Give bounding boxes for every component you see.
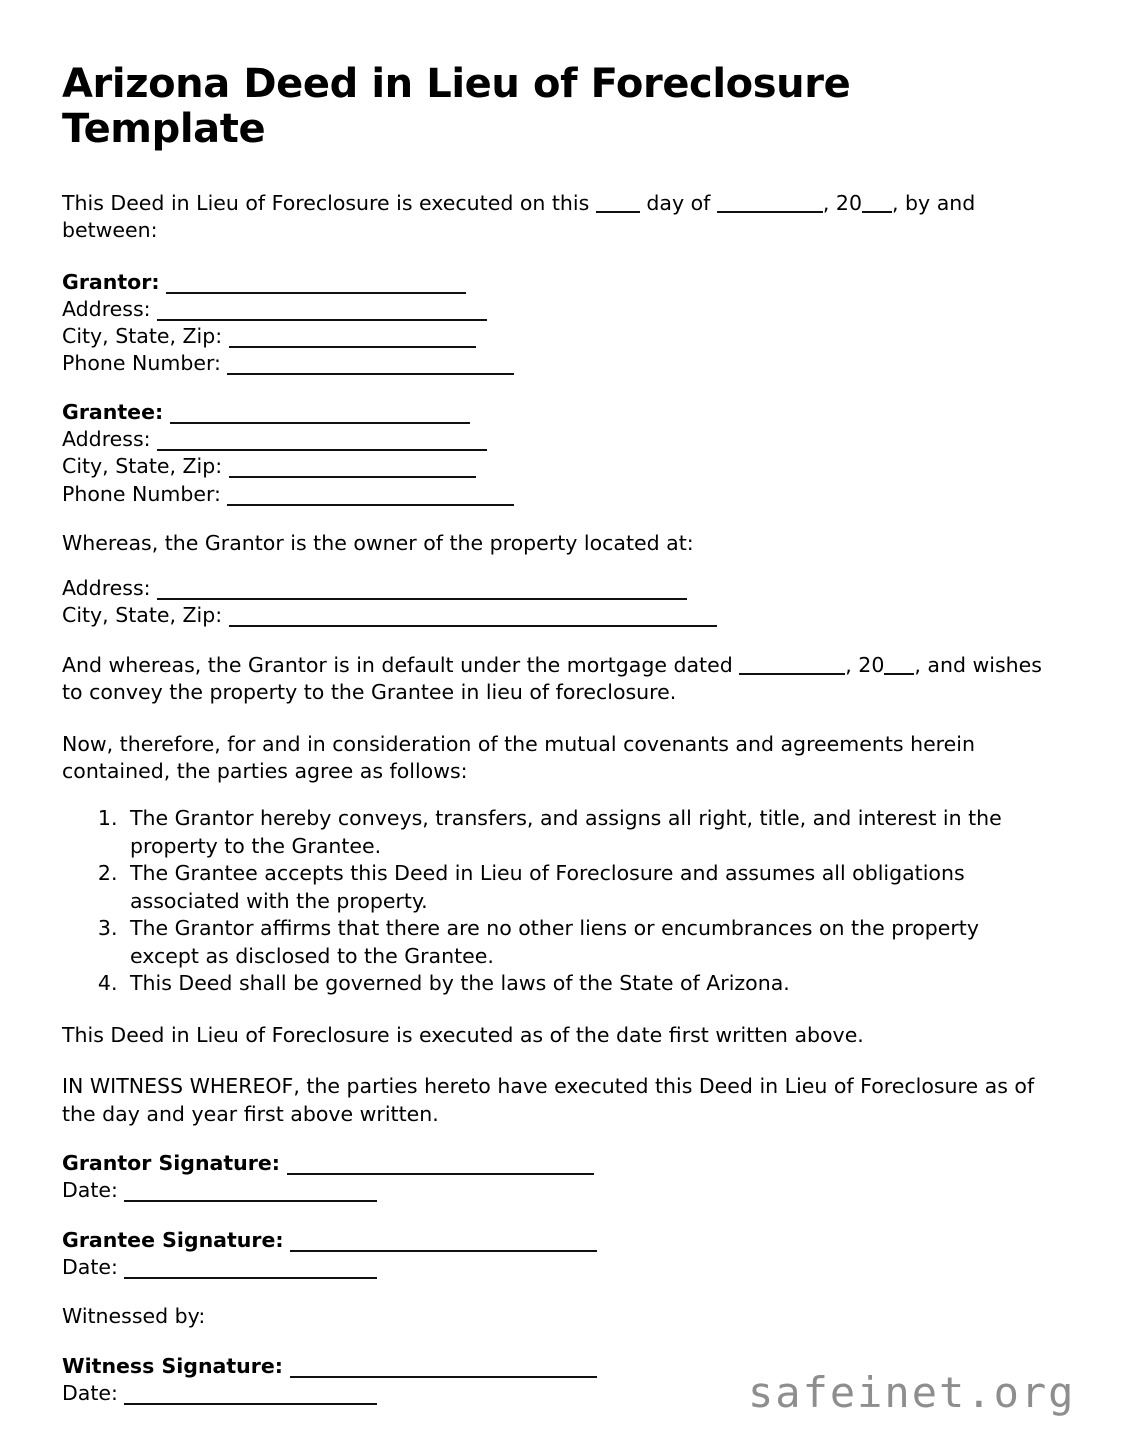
grantee-label: Grantee: xyxy=(62,400,164,425)
consideration-paragraph: Now, therefore, for and in consideration of the mutual covenants and agreements herein contained, the parties agree as follows: xyxy=(62,731,975,783)
list-item: 4. This Deed shall be governed by the laws of the State of Arizona. xyxy=(124,970,1047,997)
default-clause-after-year: , and wishes to convey the property to the Grantee in lieu of foreclosure. xyxy=(62,652,1042,705)
grantee-date-field xyxy=(62,1254,1047,1281)
terms-list xyxy=(62,805,1047,997)
grantee-phone-field xyxy=(62,481,1047,508)
site-watermark: safeinet.org xyxy=(748,1368,1076,1417)
grantor-address-field xyxy=(62,296,1047,323)
default-clause-paragraph xyxy=(62,652,1047,707)
execution-paragraph: This Deed in Lieu of Foreclosure is executed as of the date first written above. xyxy=(62,1022,864,1047)
grantee-signature-field xyxy=(62,1227,1047,1254)
grantee-signature-label: Grantee Signature: xyxy=(62,1227,284,1252)
grantee-date-blank xyxy=(124,1277,377,1279)
list-item: 1. The Grantor hereby conveys, transfers, and assigns all right, title, and interest in the property to the Grantee. xyxy=(124,805,1047,860)
intro-text-before-day: This Deed in Lieu of Foreclosure is executed on this xyxy=(62,190,590,215)
property-intro: Whereas, the Grantor is the owner of the property located at: xyxy=(62,530,694,555)
property-address-field xyxy=(62,575,1047,602)
witness-signature-blank xyxy=(290,1376,597,1378)
property-address-block xyxy=(62,575,1047,629)
grantor-date-blank xyxy=(124,1200,377,1202)
grantee-address-blank xyxy=(157,449,487,451)
document-body xyxy=(62,62,1047,1407)
grantor-city-field xyxy=(62,323,1047,350)
grantor-phone-field xyxy=(62,350,1047,377)
grantee-city-label: City, State, Zip: xyxy=(62,454,223,479)
grantee-block xyxy=(62,399,1047,508)
grantee-address-label: Address: xyxy=(62,427,151,452)
grantee-name-field xyxy=(62,399,1047,426)
grantor-date-field xyxy=(62,1177,1047,1204)
year-blank xyxy=(862,211,892,213)
intro-text-after-month: , 20 xyxy=(822,190,863,215)
witnessed-by-label: Witnessed by: xyxy=(62,1304,206,1329)
grantor-label: Grantor: xyxy=(62,269,160,294)
property-address-blank xyxy=(157,598,687,600)
grantor-block xyxy=(62,269,1047,378)
witness-whereof-paragraph: IN WITNESS WHEREOF, the parties hereto have executed this Deed in Lieu of Foreclosure as of the day and year first above written. xyxy=(62,1074,1035,1126)
grantor-signature-label: Grantor Signature: xyxy=(62,1151,280,1176)
grantee-city-blank xyxy=(229,476,476,478)
witness-date-blank xyxy=(124,1403,377,1405)
property-address-label: Address: xyxy=(62,576,151,601)
grantor-city-blank xyxy=(229,346,476,348)
grantee-city-field xyxy=(62,453,1047,480)
witness-signature-label: Witness Signature: xyxy=(62,1353,283,1378)
grantor-phone-label: Phone Number: xyxy=(62,351,221,375)
grantor-signature-blank xyxy=(287,1173,594,1175)
mortgage-date-blank xyxy=(739,673,845,675)
intro-paragraph xyxy=(62,190,1047,245)
grantee-name-blank xyxy=(170,422,470,424)
grantor-phone-blank xyxy=(227,373,514,375)
day-blank xyxy=(596,211,640,213)
list-item: 2. The Grantee accepts this Deed in Lieu of Foreclosure and assumes all obligations associated with the property. xyxy=(124,860,1047,915)
property-city-field xyxy=(62,602,1047,629)
default-clause-before-date: And whereas, the Grantor is in default under the mortgage dated xyxy=(62,652,733,677)
month-blank xyxy=(717,211,823,213)
grantor-city-label: City, State, Zip: xyxy=(62,323,223,348)
grantor-date-label: Date: xyxy=(62,1178,118,1203)
grantee-signature-block xyxy=(62,1227,1047,1282)
grantee-date-label: Date: xyxy=(62,1254,118,1279)
grantor-signature-block xyxy=(62,1150,1047,1205)
grantee-signature-blank xyxy=(290,1250,597,1252)
property-city-blank xyxy=(229,625,717,627)
grantor-address-blank xyxy=(157,319,487,321)
intro-text-after-day: day of xyxy=(646,190,711,215)
list-item: 3. The Grantor affirms that there are no other liens or encumbrances on the property except as disclosed to the Grantee. xyxy=(124,915,1047,970)
mortgage-year-blank xyxy=(884,673,914,675)
property-city-label: City, State, Zip: xyxy=(62,603,223,628)
intro-text-after-year: , by and between: xyxy=(62,190,976,243)
grantor-name-field xyxy=(62,269,1047,296)
grantor-address-label: Address: xyxy=(62,296,151,321)
grantor-name-blank xyxy=(166,292,466,294)
grantee-address-field xyxy=(62,426,1047,453)
page-title: Arizona Deed in Lieu of Foreclosure Template xyxy=(62,61,851,152)
grantee-phone-blank xyxy=(227,504,514,506)
witness-date-label: Date: xyxy=(62,1380,118,1405)
grantor-signature-field xyxy=(62,1150,1047,1177)
grantee-phone-label: Phone Number: xyxy=(62,481,221,506)
default-clause-after-date: , 20 xyxy=(845,652,885,677)
